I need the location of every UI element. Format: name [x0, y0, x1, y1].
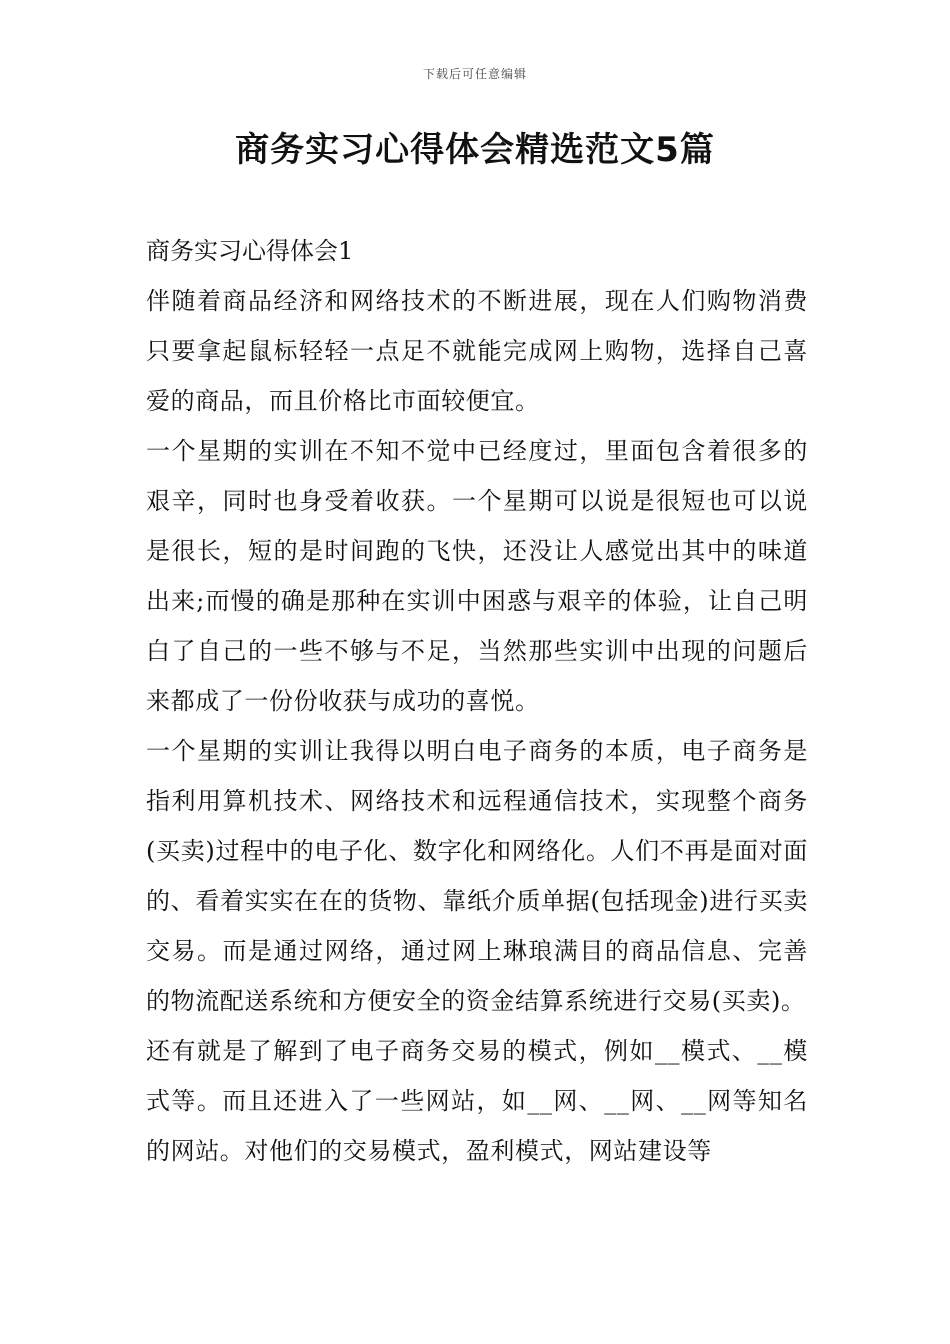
paragraph: 还有就是了解到了电子商务交易的模式，例如__模式、__模式等。而且还进入了一些网站，如__网、__网、__网等知名的网站。对他们的交易模式，盈利模式，网站建设等 [146, 1037, 808, 1165]
header-note: 下载后可任意编辑 [422, 67, 527, 81]
section-heading: 商务实习心得体会1 [146, 237, 354, 265]
paragraph: 一个星期的实训让我得以明白电子商务的本质，电子商务是指利用算机技术、网络技术和远程通信技术，实现整个商务(买卖)过程中的电子化、数字化和网络化。人们不再是面对面的、看着实实在在的货物、靠纸介质单据(包括现金)进行买卖交易。而是通过网络，通过网上琳琅满目的商品信息、完善的物流配送系统和方便安全的资金结算系统进行交易(买卖)。 [146, 737, 808, 1015]
document-body [146, 226, 808, 1176]
paragraph: 伴随着商品经济和网络技术的不断进展，现在人们购物消费只要拿起鼠标轻轻一点足不就能完成网上购物，选择自己喜爱的商品，而且价格比市面较便宜。 [146, 287, 808, 415]
paragraph: 一个星期的实训在不知不觉中已经度过，里面包含着很多的艰辛，同时也身受着收获。一个星期可以说是很短也可以说是很长，短的是时间跑的飞快，还没让人感觉出其中的味道出来;而慢的确是那种在实训中困惑与艰辛的体验，让自己明白了自己的一些不够与不足，当然那些实训中出现的问题后来都成了一份份收获与成功的喜悦。 [146, 437, 808, 715]
document-title: 商务实习心得体会精选范文5篇 [235, 130, 715, 170]
